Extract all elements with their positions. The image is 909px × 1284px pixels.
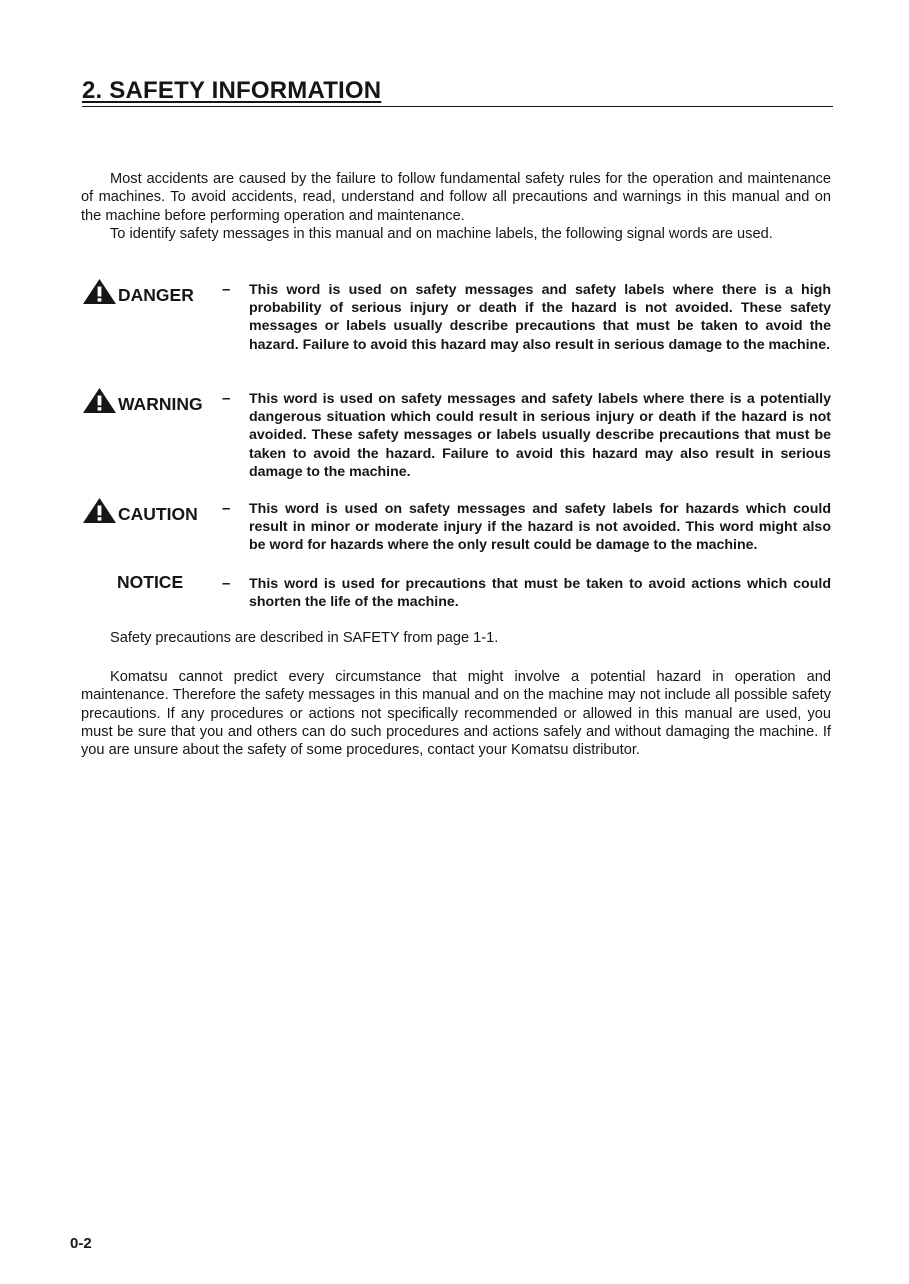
signal-words-intro: To identify safety messages in this manual and on machine labels, the following signal words are used. (110, 226, 773, 242)
warning-triangle-icon (82, 278, 117, 305)
page-number: 0-2 (70, 1235, 92, 1252)
notice-dash: – (222, 575, 231, 592)
danger-description: This word is used on safety messages and safety labels where there is a high probability of serious injury or death if the hazard is not avoided. These safety messages or labels usually describe precautions that must be taken to avoid the hazard. Failure to avoid this hazard may also result in serious damage to the machine. (249, 282, 831, 353)
danger-signal-word (82, 278, 194, 305)
section-heading (82, 76, 833, 107)
safety-reference: Safety precautions are described in SAFETY from page 1-1. (110, 630, 499, 646)
komatsu-disclaimer: Komatsu cannot predict every circumstance that might involve a potential hazard in operation and maintenance. Therefore the safety messages in this manual and on the machine may not include all possible safety precautions. If any procedures or actions not specifically recommended or allowed in this manual are used, you must be sure that you and others can do such procedures and actions safely and without damaging the machine. If you are unsure about the safety of some procedures, contact your Komatsu distributor. (81, 669, 831, 759)
section-title: 2. SAFETY INFORMATION (82, 77, 382, 104)
caution-dash: – (222, 500, 231, 517)
warning-triangle-icon (82, 497, 117, 524)
notice-description: This word is used for precautions that must be taken to avoid actions which could shorten the life of the machine. (249, 576, 831, 611)
caution-description: This word is used on safety messages and safety labels for hazards which could result in minor or moderate injury if the hazard is not avoided. This word might also be word for hazards where the only result could be damage to the machine. (249, 501, 831, 554)
notice-label: NOTICE (117, 572, 184, 592)
warning-signal-word (82, 387, 203, 414)
danger-dash: – (222, 281, 231, 298)
warning-label: WARNING (118, 394, 203, 414)
caution-label: CAUTION (118, 504, 198, 524)
warning-description: This word is used on safety messages and safety labels where there is a potentially dangerous situation which could result in serious injury or death if the hazard is not avoided. These safety messages or labels usually describe precautions that must be taken to avoid the hazard. Failure to avoid this hazard may also result in serious damage to the machine. (249, 391, 831, 480)
warning-dash: – (222, 390, 231, 407)
danger-label: DANGER (118, 285, 194, 305)
warning-triangle-icon (82, 387, 117, 414)
caution-signal-word (82, 497, 198, 524)
intro-paragraph: Most accidents are caused by the failure to follow fundamental safety rules for the operation and maintenance of machines. To avoid accidents, read, understand and follow all precautions and warnings in this manual and on the machine before performing operation and maintenance. (81, 171, 831, 224)
